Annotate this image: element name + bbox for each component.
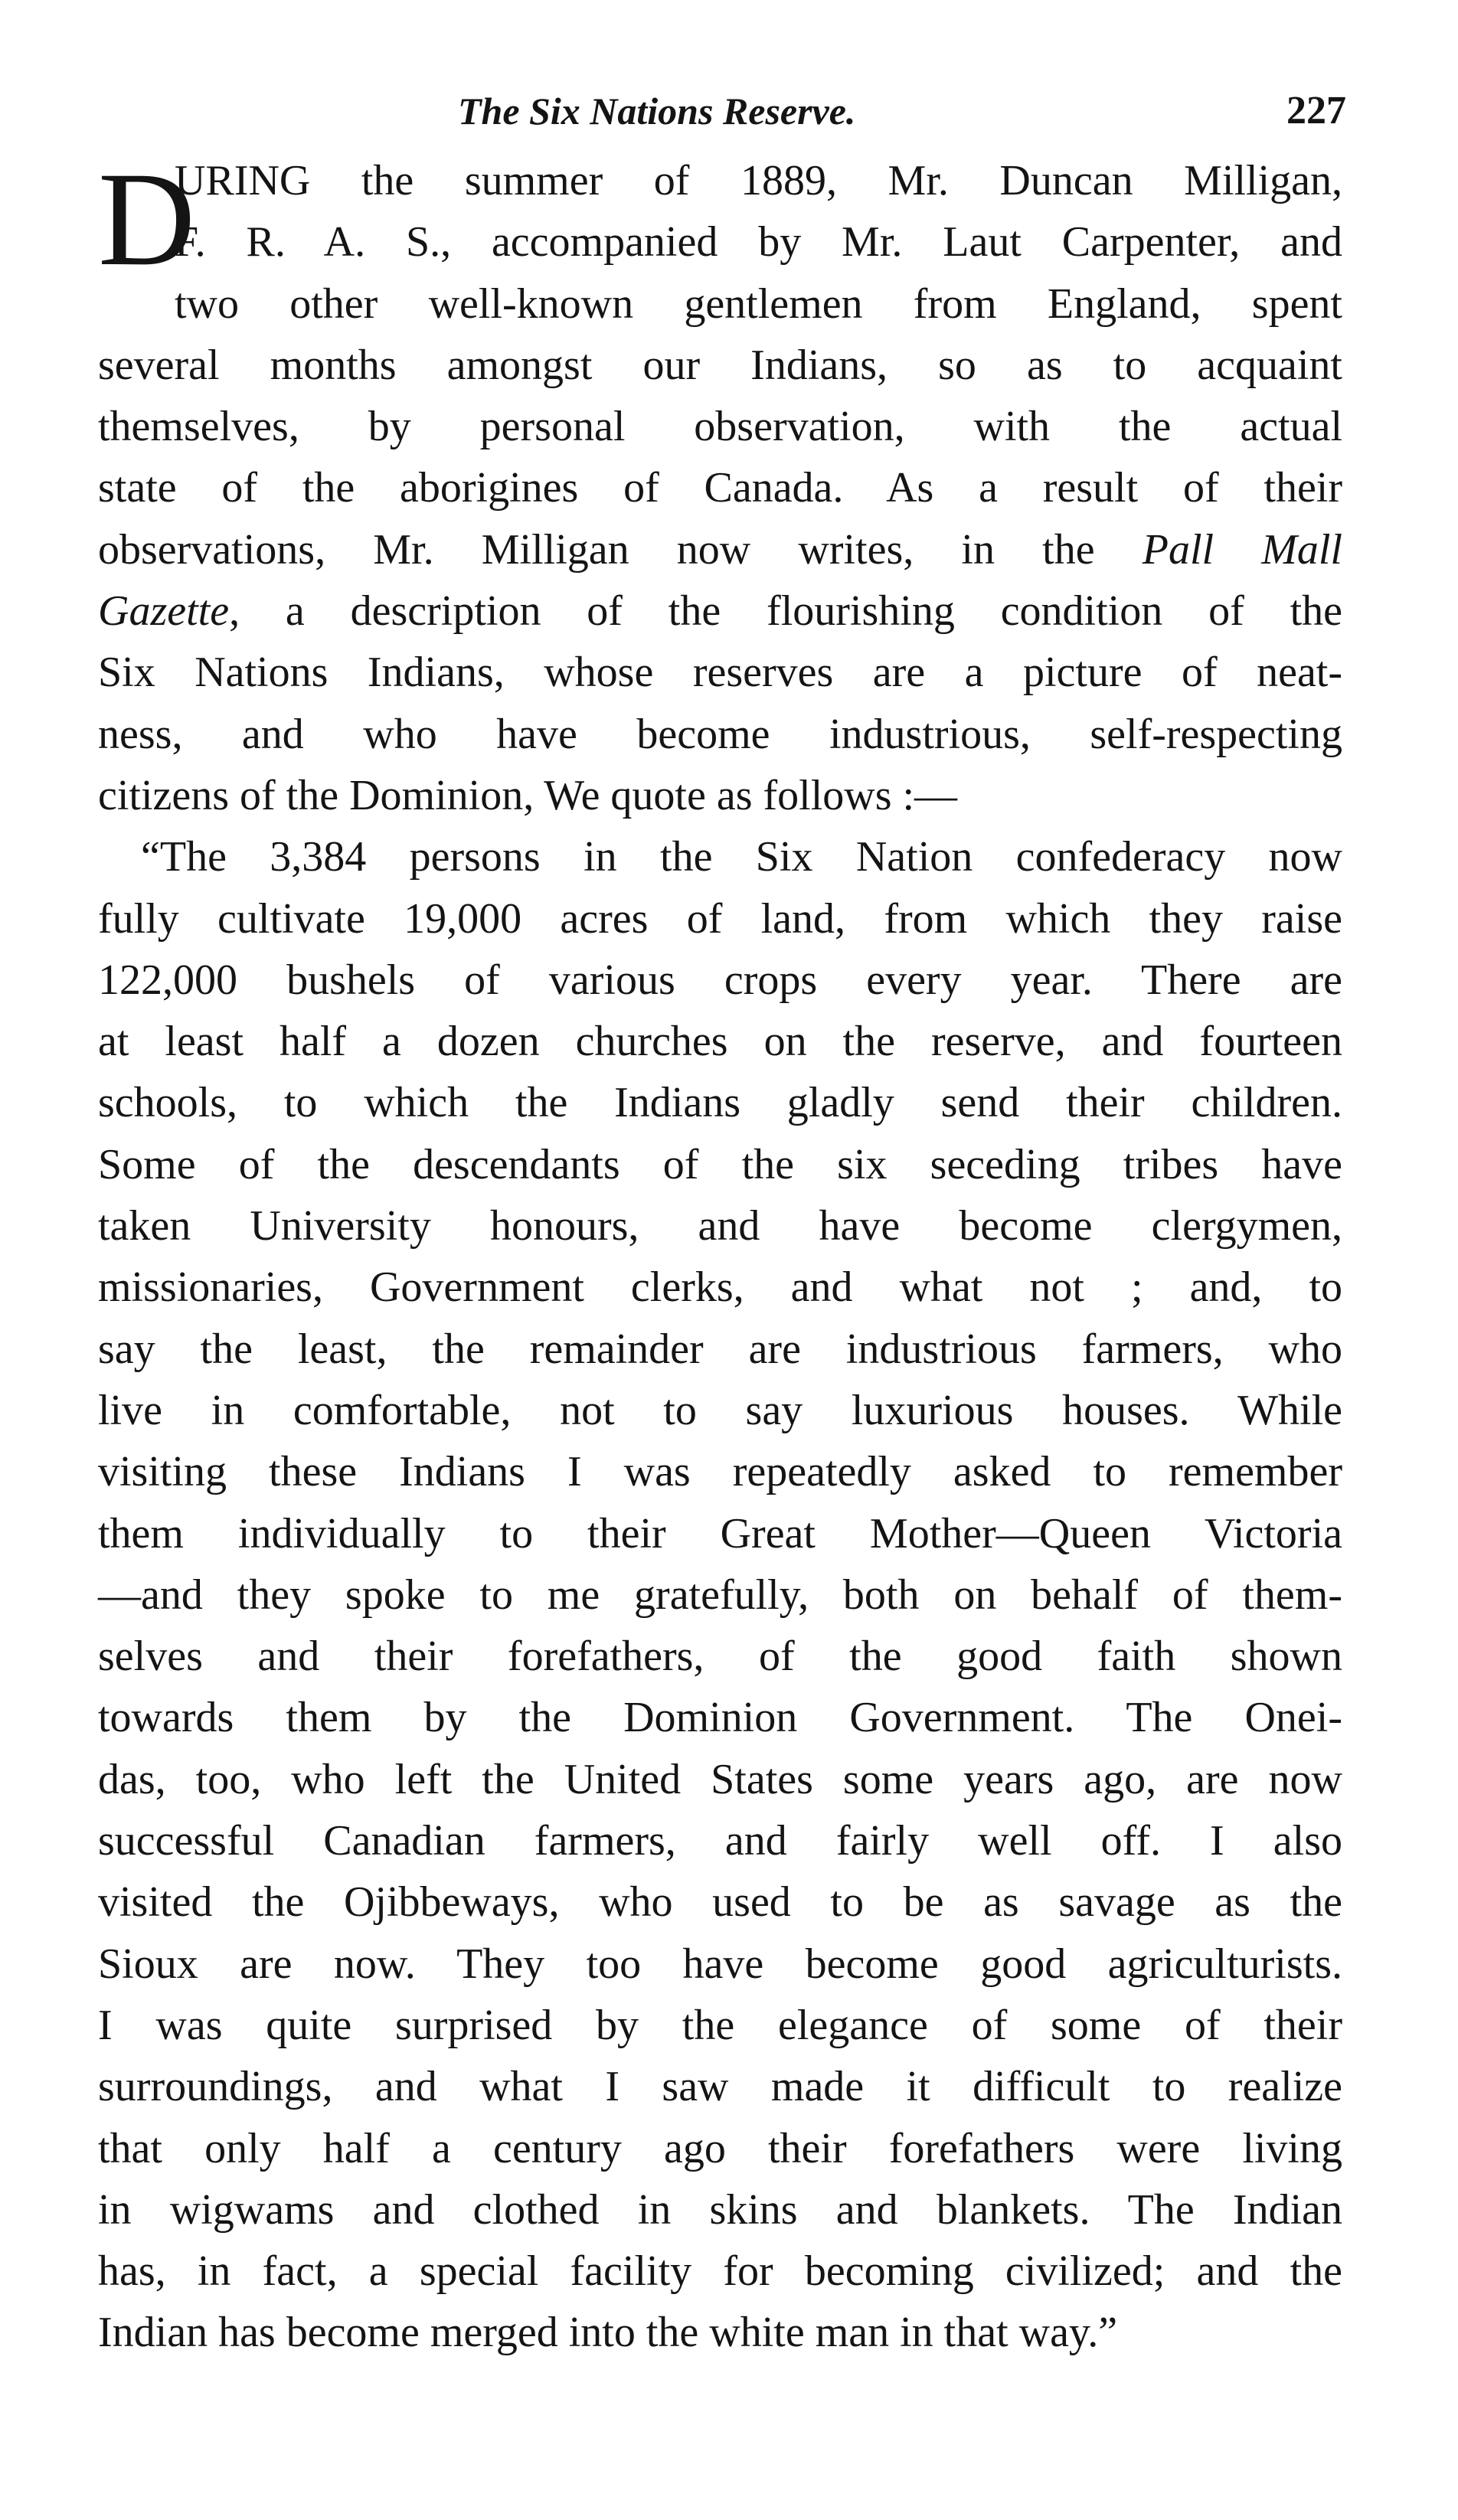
text-line: 122,000 bushels of various crops every year. There are [98,956,1342,1004]
text-line: “The 3,384 persons in the Six Nation confederacy now [141,833,1342,881]
body-text [98,145,1342,2364]
paragraph-1 [98,145,1342,826]
text-line: several months amongst our Indians, so as to acquaint [98,341,1342,389]
text-line: Sioux are now. They too have become good agriculturists. [98,1940,1342,1988]
text-line: say the least, the remainder are industrious farmers, who [98,1325,1342,1373]
text-line: visiting these Indians I was repeatedly asked to remember [98,1448,1342,1496]
text-line: in wigwams and clothed in skins and blankets. The Indian [98,2185,1342,2234]
text-line: taken University honours, and have become clergymen, [98,1202,1342,1250]
text-line: Six Nations Indians, whose reserves are a picture of neat- [98,649,1342,697]
text-line: state of the aborigines of Canada. As a result of their [98,464,1342,512]
text-fragment: , a description of the flourishing condition of the [229,587,1342,636]
text-line: ness, and who have become industrious, self-respecting [98,710,1342,758]
text-line: two other well-known gentlemen from England, spent [175,279,1342,328]
text-line: visited the Ojibbeways, who used to be as savage as the [98,1878,1342,1927]
text-line: —and they spoke to me gratefully, both on behalf of them- [98,1571,1342,1619]
text-fragment: observations, Mr. Milligan now writes, in the [98,525,1095,574]
text-line: fully cultivate 19,000 acres of land, from which they raise [98,894,1342,943]
text-line: I was quite surprised by the elegance of some of their [98,2001,1342,2049]
text-line: them individually to their Great Mother—Queen Victoria [98,1509,1342,1557]
text-line: has, in fact, a special facility for becoming civilized; and the [98,2247,1342,2296]
text-line: das, too, who left the United States some years ago, are now [98,1755,1342,1803]
running-title: The Six Nations Reserve. [458,90,856,132]
periodical-title-continued: Gazette [98,587,230,636]
text-line: successful Canadian farmers, and fairly well off. I also [98,1817,1342,1865]
text-line: selves and their forefathers, of the good faith shown [98,1633,1342,1681]
paragraph-2-quotation [98,826,1342,2363]
periodical-title: Pall Mall [1142,525,1342,574]
text-line: live in comfortable, not to say luxurious houses. While [98,1386,1342,1434]
running-head [98,84,1346,138]
text-line: missionaries, Government clerks, and what not ; and, to [98,1263,1342,1312]
text-line: towards them by the Dominion Government. The Onei- [98,1694,1342,1742]
drop-cap: D [98,145,196,294]
text-line: citizens of the Dominion, We quote as follows :— [98,771,958,819]
text-line: themselves, by personal observation, with the actual [98,403,1342,451]
text-line: that only half a century ago their forefathers were living [98,2124,1342,2172]
text-line-with-title [98,580,1342,642]
page-number: 227 [1286,89,1346,132]
text-line: surroundings, and what I saw made it difficult to realize [98,2063,1342,2111]
text-line: schools, to which the Indians gladly send their children. [98,1079,1342,1127]
text-line: at least half a dozen churches on the reserve, and fourteen [98,1018,1342,1066]
text-line: Some of the descendants of the six seceding tribes have [98,1140,1342,1188]
text-line: URING the summer of 1889, Mr. Duncan Milligan, [175,157,1342,204]
text-line-with-title [98,519,1342,580]
text-line: Indian has become merged into the white man in that way.” [98,2309,1118,2357]
text-line: F. R. A. S., accompanied by Mr. Laut Carpenter, and [175,218,1342,266]
